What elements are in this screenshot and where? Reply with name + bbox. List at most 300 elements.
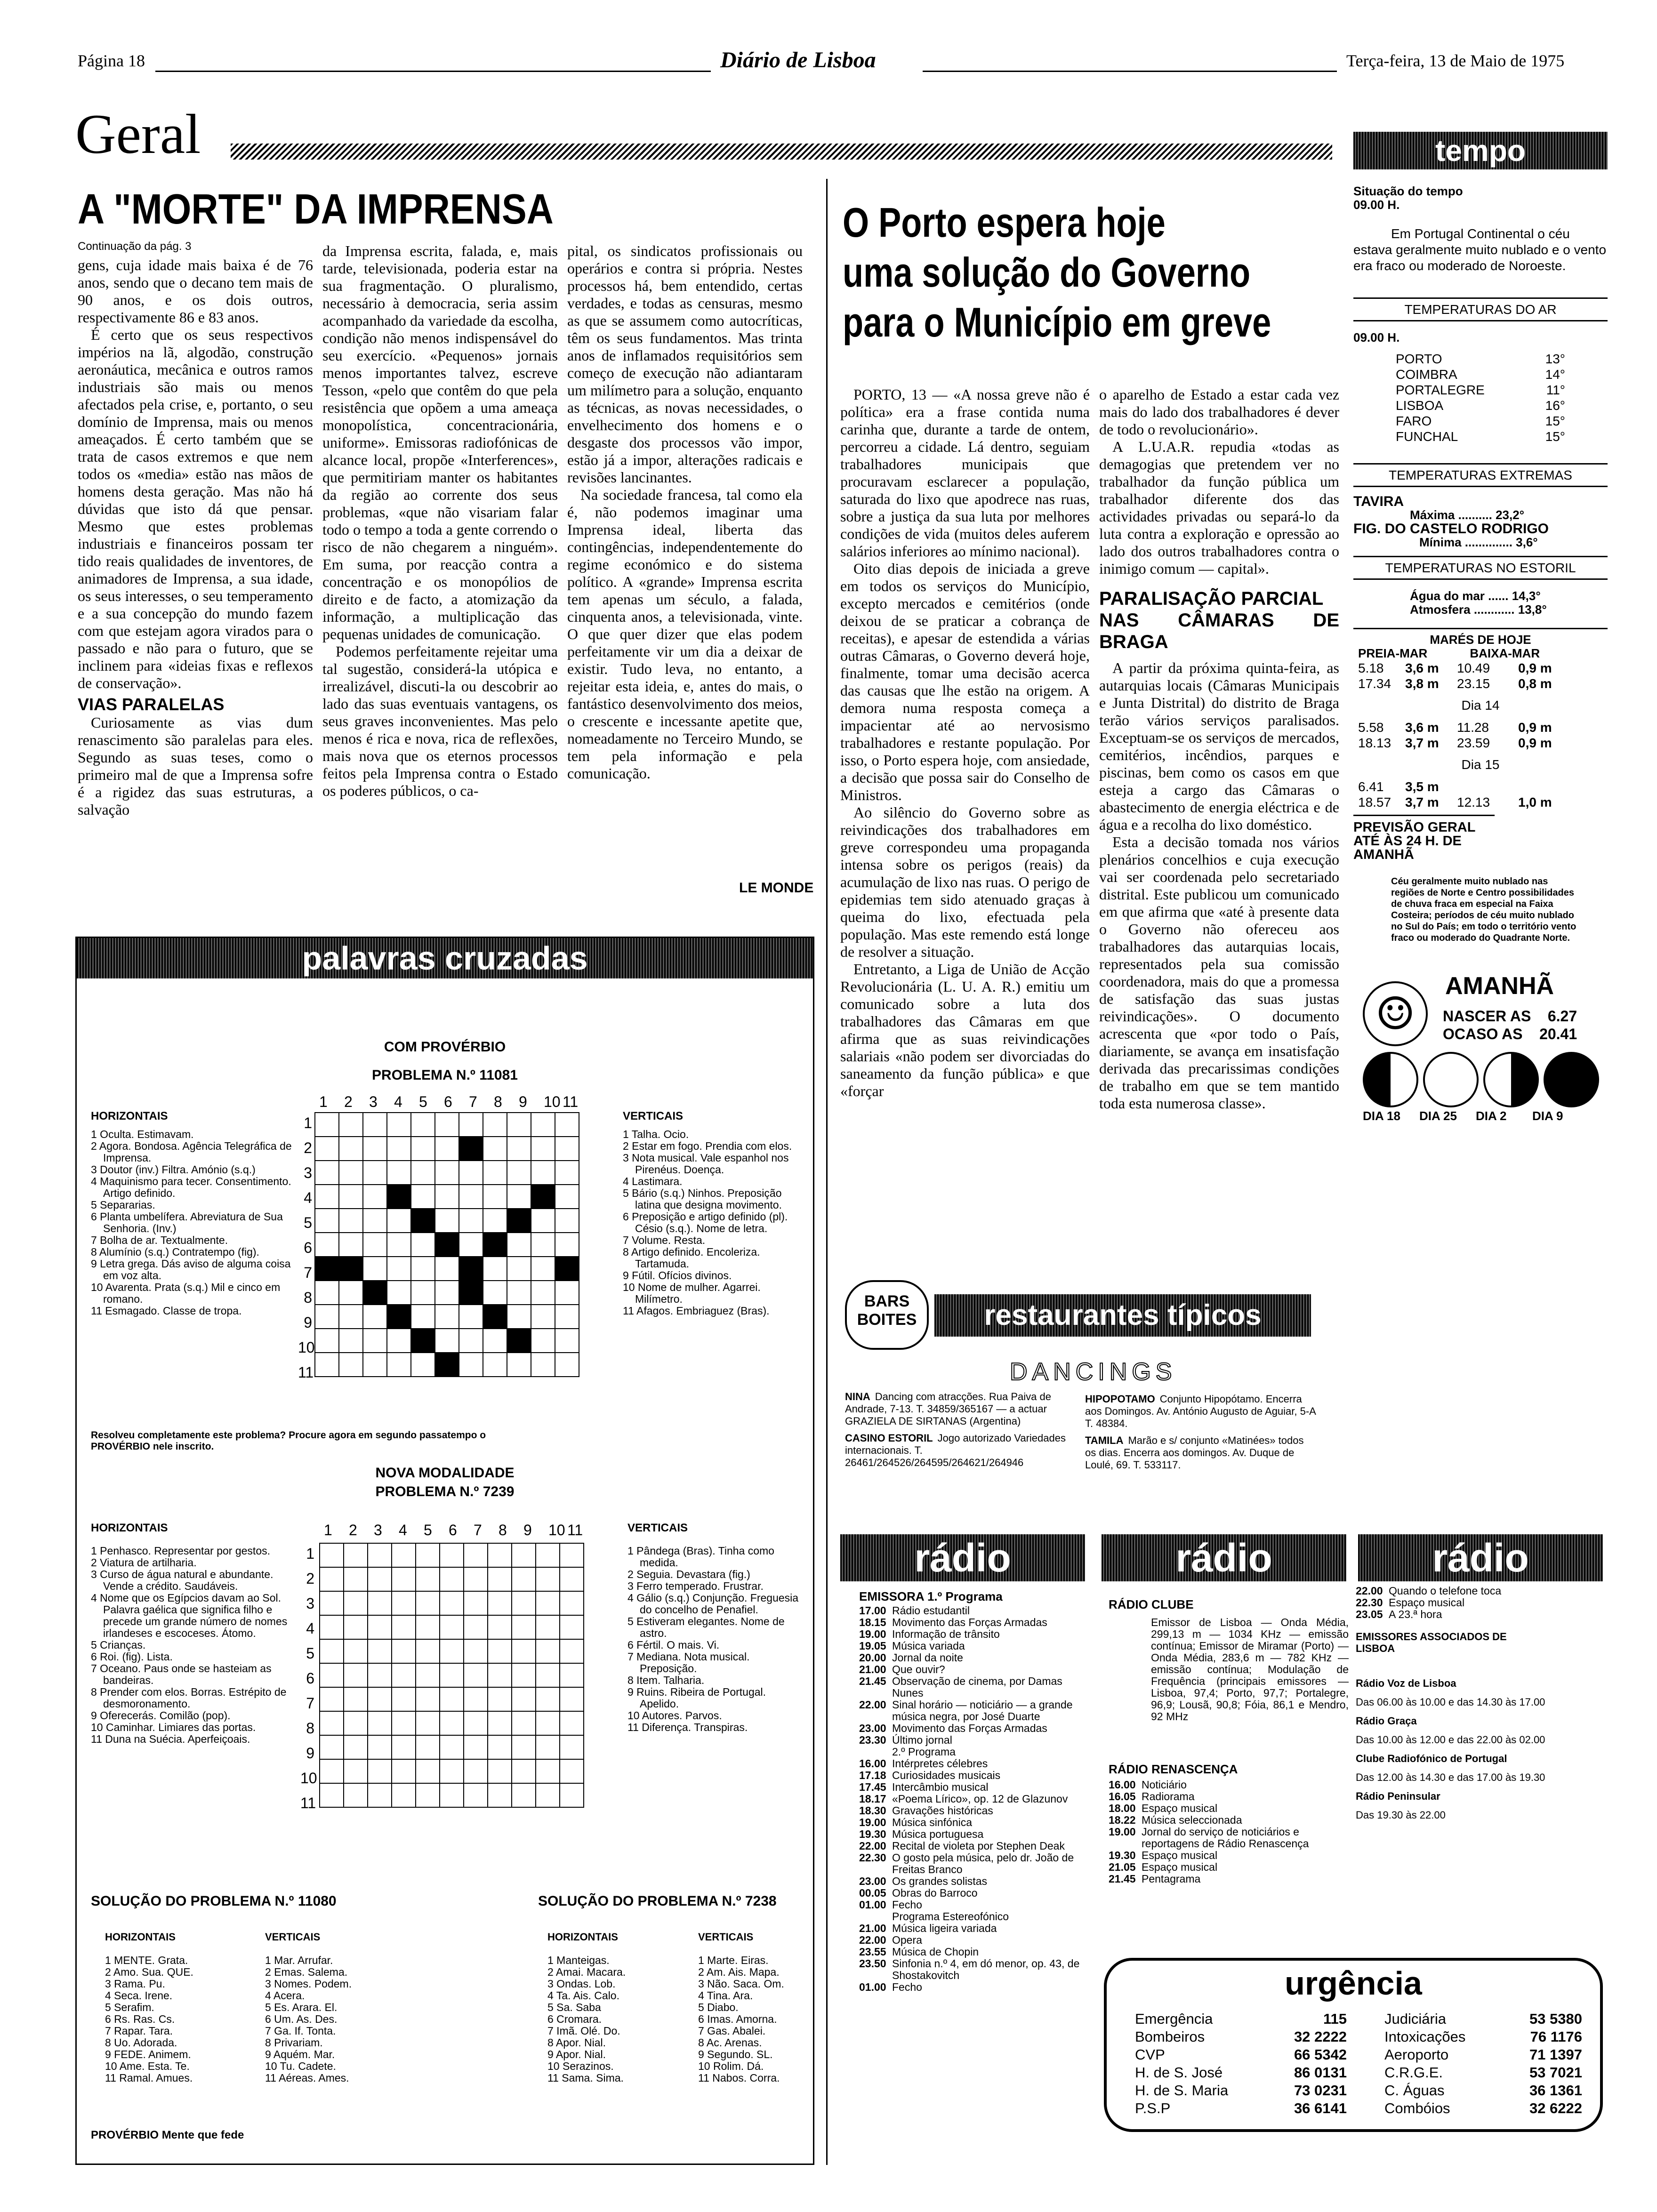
grid-black-cell — [483, 1233, 507, 1257]
grid-cell[interactable] — [507, 1353, 531, 1377]
grid-cell[interactable] — [315, 1281, 339, 1305]
subheading-line: PARALISAÇÃO PARCIAL — [1099, 588, 1324, 609]
grid-cell[interactable] — [392, 1735, 416, 1759]
grid-cell[interactable] — [392, 1663, 416, 1687]
grid-cell[interactable] — [531, 1233, 555, 1257]
grid-cell[interactable] — [339, 1185, 363, 1209]
solution-down: 9 Segundo. SL. — [698, 2048, 773, 2060]
grid-cell[interactable] — [392, 1639, 416, 1663]
grid-cell[interactable] — [320, 1759, 344, 1783]
clue-across: 8 Alumínio (s.q.) Contratempo (fig). — [91, 1246, 259, 1258]
problem2-grid[interactable] — [319, 1543, 584, 1808]
grid-cell[interactable] — [560, 1543, 584, 1567]
grid-cell[interactable] — [536, 1567, 560, 1591]
grid-cell[interactable] — [416, 1543, 440, 1567]
grid-cell[interactable] — [435, 1161, 459, 1185]
grid-cell[interactable] — [464, 1615, 488, 1639]
grid-cell[interactable] — [320, 1543, 344, 1567]
radio-program — [859, 1652, 1080, 1664]
sunrise-time: 6.27 — [1547, 1008, 1577, 1025]
grid-cell[interactable] — [416, 1663, 440, 1687]
grid-cell[interactable] — [411, 1137, 435, 1161]
grid-cell[interactable] — [560, 1759, 584, 1783]
grid-cell[interactable] — [440, 1735, 464, 1759]
grid-cell[interactable] — [488, 1567, 512, 1591]
bar-name: NINA — [845, 1391, 870, 1403]
grid-cell[interactable] — [315, 1353, 339, 1377]
grid-cell[interactable] — [344, 1567, 368, 1591]
grid-cell[interactable] — [555, 1353, 579, 1377]
grid-cell[interactable] — [464, 1567, 488, 1591]
grid-cell[interactable] — [387, 1233, 411, 1257]
grid-cell[interactable] — [512, 1663, 536, 1687]
grid-cell[interactable] — [440, 1567, 464, 1591]
grid-cell[interactable] — [435, 1209, 459, 1233]
tide-row — [1353, 720, 1608, 735]
column-number: 5 — [424, 1522, 432, 1539]
grid-cell[interactable] — [512, 1543, 536, 1567]
grid-cell[interactable] — [368, 1783, 392, 1807]
grid-cell[interactable] — [411, 1353, 435, 1377]
grid-cell[interactable] — [560, 1735, 584, 1759]
grid-cell[interactable] — [363, 1329, 387, 1353]
grid-cell[interactable] — [339, 1353, 363, 1377]
grid-cell[interactable] — [344, 1543, 368, 1567]
grid-cell[interactable] — [363, 1353, 387, 1377]
grid-cell[interactable] — [440, 1639, 464, 1663]
grid-cell[interactable] — [315, 1209, 339, 1233]
grid-cell[interactable] — [344, 1783, 368, 1807]
grid-cell[interactable] — [531, 1209, 555, 1233]
grid-cell[interactable] — [387, 1329, 411, 1353]
sea-label: Água do mar — [1410, 589, 1485, 603]
title-line: para o Município em greve — [843, 299, 1271, 345]
phone-number: 66 5342 — [1294, 2046, 1347, 2063]
clue-across: 1 Oculta. Estimavam. — [91, 1128, 194, 1140]
grid-cell[interactable] — [560, 1567, 584, 1591]
grid-cell[interactable] — [440, 1663, 464, 1687]
grid-cell[interactable] — [392, 1711, 416, 1735]
program-time: 22.30 — [1356, 1596, 1383, 1609]
grid-cell[interactable] — [512, 1615, 536, 1639]
grid-cell[interactable] — [416, 1711, 440, 1735]
grid-cell[interactable] — [488, 1663, 512, 1687]
grid-cell[interactable] — [339, 1329, 363, 1353]
grid-cell[interactable] — [435, 1281, 459, 1305]
grid-cell[interactable] — [416, 1591, 440, 1615]
radio-program — [859, 1828, 1080, 1840]
grid-cell[interactable] — [536, 1783, 560, 1807]
grid-cell[interactable] — [531, 1137, 555, 1161]
grid-cell[interactable] — [483, 1209, 507, 1233]
problem1-note: Resolveu completamente este problema? Procure agora em segundo passatempo o PROVÉRBIO nele inscrito. — [91, 1430, 486, 1452]
problem1-grid[interactable] — [314, 1112, 579, 1377]
grid-cell[interactable] — [464, 1783, 488, 1807]
radio-program — [859, 1781, 1080, 1793]
grid-cell[interactable] — [531, 1113, 555, 1137]
grid-cell[interactable] — [392, 1615, 416, 1639]
grid-cell[interactable] — [488, 1759, 512, 1783]
city-name: FUNCHAL — [1396, 429, 1458, 444]
grid-cell[interactable] — [416, 1735, 440, 1759]
grid-cell[interactable] — [555, 1329, 579, 1353]
grid-cell[interactable] — [560, 1687, 584, 1711]
grid-cell[interactable] — [464, 1591, 488, 1615]
grid-cell[interactable] — [392, 1687, 416, 1711]
radio-program — [859, 1934, 1080, 1946]
grid-cell[interactable] — [320, 1711, 344, 1735]
grid-cell[interactable] — [416, 1639, 440, 1663]
grid-cell[interactable] — [483, 1257, 507, 1281]
solution-across: 5 Sa. Saba — [547, 2001, 601, 2013]
grid-cell[interactable] — [435, 1257, 459, 1281]
grid-cell[interactable] — [368, 1687, 392, 1711]
grid-cell[interactable] — [483, 1329, 507, 1353]
grid-cell[interactable] — [344, 1759, 368, 1783]
grid-cell[interactable] — [555, 1209, 579, 1233]
solution-down: 1 Mar. Arrufar. — [265, 1954, 333, 1966]
grid-cell[interactable] — [555, 1185, 579, 1209]
program-time: 18.30 — [859, 1804, 886, 1817]
grid-cell[interactable] — [459, 1233, 483, 1257]
grid-cell[interactable] — [315, 1113, 339, 1137]
grid-cell[interactable] — [459, 1113, 483, 1137]
grid-cell[interactable] — [440, 1783, 464, 1807]
grid-cell[interactable] — [531, 1257, 555, 1281]
grid-cell[interactable] — [368, 1567, 392, 1591]
grid-cell[interactable] — [464, 1663, 488, 1687]
program-time: 18.15 — [859, 1616, 886, 1628]
clue-down: 3 Nota musical. Vale espanhol nos Pirenéus. Doença. — [623, 1152, 789, 1176]
grid-cell[interactable] — [512, 1783, 536, 1807]
grid-cell[interactable] — [440, 1591, 464, 1615]
grid-cell[interactable] — [315, 1305, 339, 1329]
radio-col1-head: EMISSORA 1.º Programa — [859, 1589, 1003, 1603]
grid-cell[interactable] — [368, 1711, 392, 1735]
solution-down: 5 Diabo. — [698, 2001, 739, 2013]
grid-cell[interactable] — [483, 1281, 507, 1305]
grid-cell[interactable] — [531, 1305, 555, 1329]
grid-cell[interactable] — [464, 1735, 488, 1759]
grid-cell[interactable] — [488, 1711, 512, 1735]
grid-cell[interactable] — [464, 1639, 488, 1663]
column-number: 9 — [523, 1522, 532, 1539]
grid-cell[interactable] — [411, 1281, 435, 1305]
grid-cell[interactable] — [507, 1113, 531, 1137]
grid-cell[interactable] — [392, 1783, 416, 1807]
grid-cell[interactable] — [459, 1353, 483, 1377]
phone-number: 73 0231 — [1294, 2082, 1347, 2099]
clue-across: 1 Penhasco. Representar por gestos. — [91, 1545, 271, 1557]
grid-cell[interactable] — [507, 1161, 531, 1185]
grid-cell[interactable] — [483, 1185, 507, 1209]
grid-cell[interactable] — [320, 1663, 344, 1687]
grid-cell[interactable] — [507, 1233, 531, 1257]
grid-cell[interactable] — [435, 1329, 459, 1353]
grid-cell[interactable] — [531, 1281, 555, 1305]
grid-cell[interactable] — [560, 1663, 584, 1687]
grid-cell[interactable] — [507, 1305, 531, 1329]
program-time: 01.00 — [859, 1981, 886, 1993]
clue-down: 3 Ferro temperado. Frustrar. — [627, 1580, 764, 1592]
grid-cell[interactable] — [440, 1687, 464, 1711]
grid-cell[interactable] — [363, 1233, 387, 1257]
grid-cell[interactable] — [531, 1353, 555, 1377]
grid-cell[interactable] — [363, 1305, 387, 1329]
grid-cell[interactable] — [363, 1137, 387, 1161]
grid-cell[interactable] — [488, 1639, 512, 1663]
grid-cell[interactable] — [488, 1735, 512, 1759]
grid-cell[interactable] — [560, 1783, 584, 1807]
city-name: LISBOA — [1396, 398, 1444, 413]
paragraph: Na sociedade francesa, tal como ela é, não podemos imaginar uma Imprensa ideal, liberta das contingências, independentemente do regime económico e do sistema político. A «grande» Imprensa escrita tem apenas um século, a falada, cinquenta anos, a televisionada, vinte. O que quer dizer que elas podem perfeitamente vir um dia a deixar de existir. Tudo leva, no entanto, a rejeitar esta ideia, e, antes do mais, o fantástico desenvolvimento dos meios, o crescente e incessante apetite que, nomeadamente no Terceiro Mundo, se tem pela informação e pela comunicação. — [567, 486, 803, 782]
grid-cell[interactable] — [368, 1759, 392, 1783]
grid-cell[interactable] — [488, 1615, 512, 1639]
grid-cell[interactable] — [392, 1567, 416, 1591]
grid-cell[interactable] — [387, 1137, 411, 1161]
grid-cell[interactable] — [555, 1161, 579, 1185]
grid-cell[interactable] — [411, 1161, 435, 1185]
grid-cell[interactable] — [464, 1759, 488, 1783]
grid-cell[interactable] — [488, 1543, 512, 1567]
grid-cell[interactable] — [560, 1615, 584, 1639]
grid-cell[interactable] — [440, 1711, 464, 1735]
city-name: PORTO — [1396, 352, 1442, 366]
grid-cell[interactable] — [483, 1161, 507, 1185]
grid-cell[interactable] — [363, 1161, 387, 1185]
program-name: Jornal da noite — [892, 1651, 963, 1664]
grid-cell[interactable] — [320, 1615, 344, 1639]
column-number: 11 — [563, 1093, 579, 1110]
radio-program — [859, 1923, 1080, 1934]
bar-details: Dancing com atracções. Rua Paiva de Andrade, 7-13. T. 34859/365167 — a actuar GRAZIELA DE SIRTANAS (Argentina) — [845, 1391, 1051, 1427]
grid-cell[interactable] — [339, 1281, 363, 1305]
grid-cell[interactable] — [459, 1161, 483, 1185]
radio-col2-head: RÁDIO CLUBE — [1109, 1597, 1194, 1611]
article1-column-2 — [322, 242, 558, 800]
grid-cell[interactable] — [320, 1639, 344, 1663]
grid-cell[interactable] — [320, 1567, 344, 1591]
grid-cell[interactable] — [387, 1161, 411, 1185]
grid-cell[interactable] — [555, 1137, 579, 1161]
tide-cell: 3,7 m — [1405, 736, 1439, 750]
phone-label: P.S.P — [1135, 2100, 1171, 2116]
grid-cell[interactable] — [464, 1711, 488, 1735]
bar-entry — [1085, 1435, 1316, 1471]
column-number: 7 — [474, 1522, 482, 1539]
grid-cell[interactable] — [392, 1759, 416, 1783]
grid-cell[interactable] — [368, 1639, 392, 1663]
grid-cell[interactable] — [315, 1137, 339, 1161]
clue-down: 5 Estiveram elegantes. Nome de astro. — [627, 1615, 785, 1639]
grid-cell[interactable] — [555, 1113, 579, 1137]
column-number: 3 — [369, 1093, 378, 1110]
grid-cell[interactable] — [387, 1113, 411, 1137]
grid-cell[interactable] — [459, 1209, 483, 1233]
grid-cell[interactable] — [512, 1759, 536, 1783]
bar-details: Marão e s/ conjunto «Matinées» todos os dias. Encerra aos domingos. Av. Duque de Loulé, 69. T. 533117. — [1085, 1435, 1304, 1471]
grid-cell[interactable] — [411, 1257, 435, 1281]
grid-cell[interactable] — [560, 1639, 584, 1663]
grid-cell[interactable] — [368, 1735, 392, 1759]
phone-number: 36 6141 — [1294, 2100, 1347, 2116]
grid-cell[interactable] — [536, 1711, 560, 1735]
grid-cell[interactable] — [339, 1137, 363, 1161]
grid-cell[interactable] — [536, 1663, 560, 1687]
grid-cell[interactable] — [320, 1735, 344, 1759]
grid-cell[interactable] — [531, 1161, 555, 1185]
subheading-line: NAS CÂMARAS DE BRAGA — [1099, 610, 1339, 652]
grid-cell[interactable] — [512, 1687, 536, 1711]
radio-program — [859, 1805, 1080, 1817]
grid-cell[interactable] — [555, 1233, 579, 1257]
row-number: 11 — [300, 1795, 316, 1811]
grid-cell[interactable] — [416, 1759, 440, 1783]
solution-across: 6 Rs. Ras. Cs. — [105, 2013, 175, 2025]
grid-cell[interactable] — [512, 1639, 536, 1663]
grid-cell[interactable] — [315, 1329, 339, 1353]
grid-cell[interactable] — [344, 1591, 368, 1615]
grid-cell[interactable] — [339, 1113, 363, 1137]
grid-cell[interactable] — [459, 1305, 483, 1329]
grid-cell[interactable] — [464, 1687, 488, 1711]
grid-cell[interactable] — [435, 1305, 459, 1329]
grid-cell[interactable] — [507, 1185, 531, 1209]
grid-cell[interactable] — [512, 1567, 536, 1591]
max-temp: Máxima .......... 23,2° — [1410, 508, 1525, 522]
grid-cell[interactable] — [483, 1353, 507, 1377]
grid-cell[interactable] — [411, 1185, 435, 1209]
grid-cell[interactable] — [435, 1113, 459, 1137]
grid-cell[interactable] — [440, 1543, 464, 1567]
grid-cell[interactable] — [435, 1185, 459, 1209]
tide-cell: 0,9 m — [1518, 661, 1552, 675]
radio-program — [1109, 1803, 1344, 1814]
grid-cell[interactable] — [536, 1615, 560, 1639]
grid-cell[interactable] — [488, 1783, 512, 1807]
grid-cell[interactable] — [320, 1687, 344, 1711]
grid-cell[interactable] — [339, 1209, 363, 1233]
grid-cell[interactable] — [464, 1543, 488, 1567]
grid-cell[interactable] — [416, 1783, 440, 1807]
grid-cell[interactable] — [387, 1353, 411, 1377]
tide-cell: 0,9 m — [1518, 736, 1552, 750]
clue-across: 6 Roi. (fig). Lista. — [91, 1651, 173, 1663]
grid-cell[interactable] — [368, 1591, 392, 1615]
grid-cell[interactable] — [416, 1567, 440, 1591]
grid-cell[interactable] — [488, 1591, 512, 1615]
clue-down: 10 Nome de mulher. Agarrei. Milímetro. — [623, 1281, 761, 1305]
header-rule-left — [155, 71, 711, 72]
grid-cell[interactable] — [507, 1281, 531, 1305]
grid-cell[interactable] — [392, 1543, 416, 1567]
grid-cell[interactable] — [536, 1759, 560, 1783]
grid-cell[interactable] — [387, 1209, 411, 1233]
problem1-title: PROBLEMA N.º 11081 — [372, 1067, 518, 1083]
grid-cell[interactable] — [416, 1687, 440, 1711]
grid-cell[interactable] — [387, 1281, 411, 1305]
grid-cell[interactable] — [536, 1735, 560, 1759]
grid-cell[interactable] — [411, 1113, 435, 1137]
grid-cell[interactable] — [536, 1543, 560, 1567]
section-title: Geral — [75, 103, 201, 165]
station-name: Rádio Graça — [1356, 1715, 1417, 1727]
clue-down: 1 Talha. Ocio. — [623, 1128, 689, 1140]
grid-cell[interactable] — [363, 1185, 387, 1209]
grid-cell[interactable] — [459, 1329, 483, 1353]
grid-cell[interactable] — [392, 1591, 416, 1615]
grid-cell[interactable] — [411, 1305, 435, 1329]
grid-cell[interactable] — [536, 1591, 560, 1615]
grid-black-cell — [339, 1257, 363, 1281]
grid-cell[interactable] — [459, 1185, 483, 1209]
grid-cell[interactable] — [344, 1615, 368, 1639]
grid-cell[interactable] — [483, 1137, 507, 1161]
grid-row — [315, 1161, 579, 1185]
grid-cell[interactable] — [435, 1137, 459, 1161]
grid-cell[interactable] — [320, 1783, 344, 1807]
grid-cell[interactable] — [555, 1281, 579, 1305]
grid-cell[interactable] — [339, 1161, 363, 1185]
program-name: Música seleccionada — [1142, 1814, 1242, 1826]
grid-cell[interactable] — [344, 1687, 368, 1711]
grid-cell[interactable] — [512, 1711, 536, 1735]
grid-cell[interactable] — [555, 1305, 579, 1329]
grid-cell[interactable] — [315, 1233, 339, 1257]
clue-across: 9 Oferecerás. Comilão (pop). — [91, 1709, 231, 1722]
radio-program — [859, 1723, 1080, 1734]
phone-label: Emergência — [1135, 2011, 1213, 2027]
grid-cell[interactable] — [344, 1735, 368, 1759]
grid-cell[interactable] — [440, 1615, 464, 1639]
grid-cell[interactable] — [368, 1543, 392, 1567]
grid-cell[interactable] — [531, 1329, 555, 1353]
grid-cell[interactable] — [339, 1233, 363, 1257]
grid-cell[interactable] — [560, 1711, 584, 1735]
grid-cell[interactable] — [344, 1711, 368, 1735]
radio-program — [859, 1675, 1080, 1699]
grid-cell[interactable] — [363, 1113, 387, 1137]
grid-cell[interactable] — [512, 1591, 536, 1615]
grid-cell[interactable] — [315, 1185, 339, 1209]
grid-cell[interactable] — [488, 1687, 512, 1711]
grid-cell[interactable] — [363, 1209, 387, 1233]
grid-cell[interactable] — [368, 1615, 392, 1639]
grid-cell[interactable] — [339, 1305, 363, 1329]
grid-cell[interactable] — [483, 1113, 507, 1137]
grid-cell[interactable] — [387, 1257, 411, 1281]
grid-cell[interactable] — [536, 1687, 560, 1711]
grid-cell[interactable] — [320, 1591, 344, 1615]
grid-cell[interactable] — [368, 1663, 392, 1687]
grid-cell[interactable] — [440, 1759, 464, 1783]
grid-cell[interactable] — [512, 1735, 536, 1759]
solution-down: 10 Tu. Cadete. — [265, 2060, 336, 2072]
grid-cell[interactable] — [507, 1137, 531, 1161]
grid-cell[interactable] — [507, 1257, 531, 1281]
grid-cell[interactable] — [344, 1663, 368, 1687]
moon-quarter-icon — [1483, 1052, 1539, 1107]
grid-cell[interactable] — [560, 1591, 584, 1615]
grid-cell[interactable] — [416, 1615, 440, 1639]
situation-label: Situação do tempo — [1353, 184, 1463, 198]
grid-cell[interactable] — [536, 1639, 560, 1663]
grid-cell[interactable] — [363, 1257, 387, 1281]
grid-cell[interactable] — [315, 1161, 339, 1185]
grid-cell[interactable] — [344, 1639, 368, 1663]
clue-across: 3 Curso de água natural e abundante. Vende a crédito. Saudáveis. — [91, 1568, 273, 1592]
grid-cell[interactable] — [411, 1233, 435, 1257]
